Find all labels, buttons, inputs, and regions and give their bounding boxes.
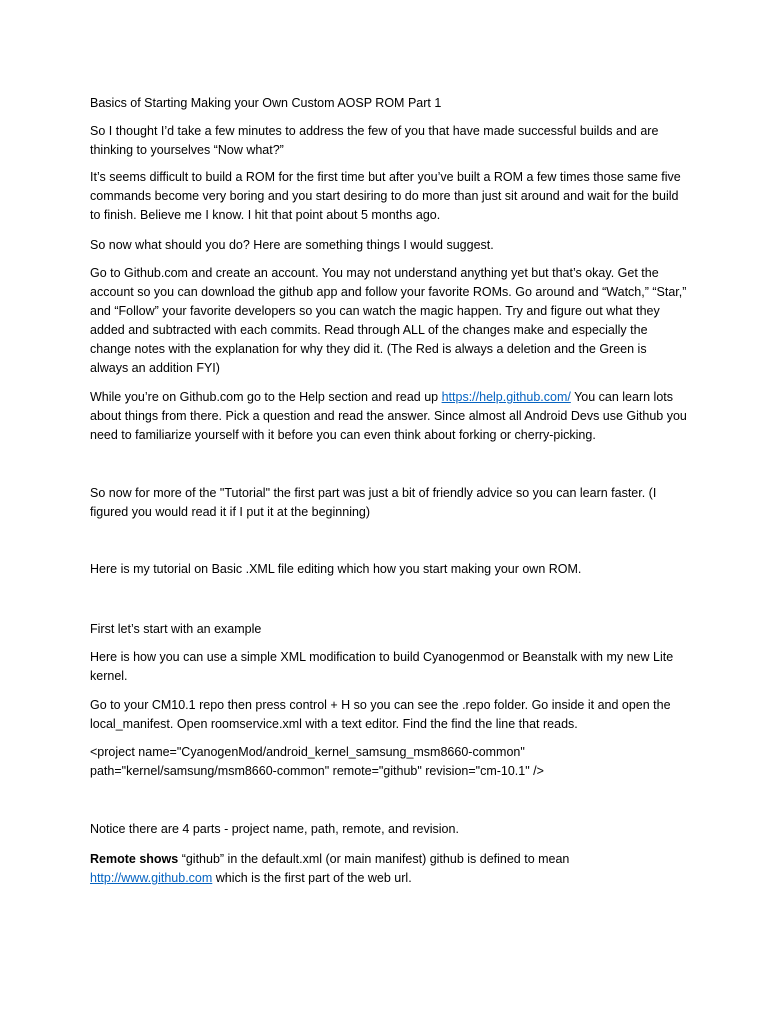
paragraph-suggestions: So now what should you do? Here are something things I would suggest. [90,238,494,252]
paragraph-difficulty: It’s seems difficult to build a ROM for the first time but after you’ve built a ROM a few times those same five commands become very boring and you start desiring to do more than just sit around and wait for the build to finish. Believe me I know. I hit that point about 5 months ago. [90,170,681,222]
paragraph-repo-steps: Go to your CM10.1 repo then press control + H so you can see the .repo folder. Go inside it and open the local_manifest. Open roomservice.xml with a text editor. Find the find the line that reads. [90,698,671,731]
paragraph-github-account: Go to Github.com and create an account. You may not understand anything yet but that’s okay. Get the account so you can download the github app and follow your favorite ROMs. Go around and “Watch,” “Star,” and “Follow” your favorite developers so you can watch the magic happen. Try and figure out what they added and subtracted with each commits. Read through ALL of the changes make and especially the change notes with the explanation for why they did it. (The Red is always a deletion and the Green is always an addition FYI) [90,266,687,375]
code-project-line: <project name="CyanogenMod/android_kernel_samsung_msm8660-common" path="kernel/samsung/msm8660-common" remote="github" revision="cm-10.1" /> [90,745,544,778]
paragraph-example: Here is how you can use a simple XML modification to build Cyanogenmod or Beanstalk with my new Lite kernel. [90,650,674,683]
paragraph-intro: So I thought I’d take a few minutes to address the few of you that have made successful builds and are thinking to yourselves “Now what?” [90,124,659,157]
paragraph-github-help [90,388,688,445]
paragraph-remote-text: “github” in the default.xml (or main manifest) github is defined to mean [178,852,570,866]
remote-shows-label: Remote shows [90,852,179,866]
paragraph-four-parts: Notice there are 4 parts - project name, path, remote, and revision. [90,822,459,836]
paragraph-github-help-text-before: While you’re on Github.com go to the Help section and read up [90,390,442,404]
paragraph-remote [90,850,688,888]
github-help-link[interactable]: https://help.github.com/ [441,390,571,404]
paragraph-example-heading: First let’s start with an example [90,622,262,636]
github-home-link[interactable]: http://www.github.com [90,871,213,885]
paragraph-xml-tutorial: Here is my tutorial on Basic .XML file editing which how you start making your own ROM. [90,562,582,576]
document-title: Basics of Starting Making your Own Custom AOSP ROM Part 1 [90,96,442,110]
paragraph-tutorial-intro: So now for more of the "Tutorial" the first part was just a bit of friendly advice so you can learn faster. (I figured you would read it if I put it at the beginning) [90,486,657,519]
paragraph-remote-text-after: which is the first part of the web url. [212,871,412,885]
paragraph-github-help-text-after: You can learn lots about things from there. Pick a question and read the answer. Since almost all Android Devs use Github you need to familiarize yourself with it before you can even think about forking or cherry-picking. [90,390,687,442]
